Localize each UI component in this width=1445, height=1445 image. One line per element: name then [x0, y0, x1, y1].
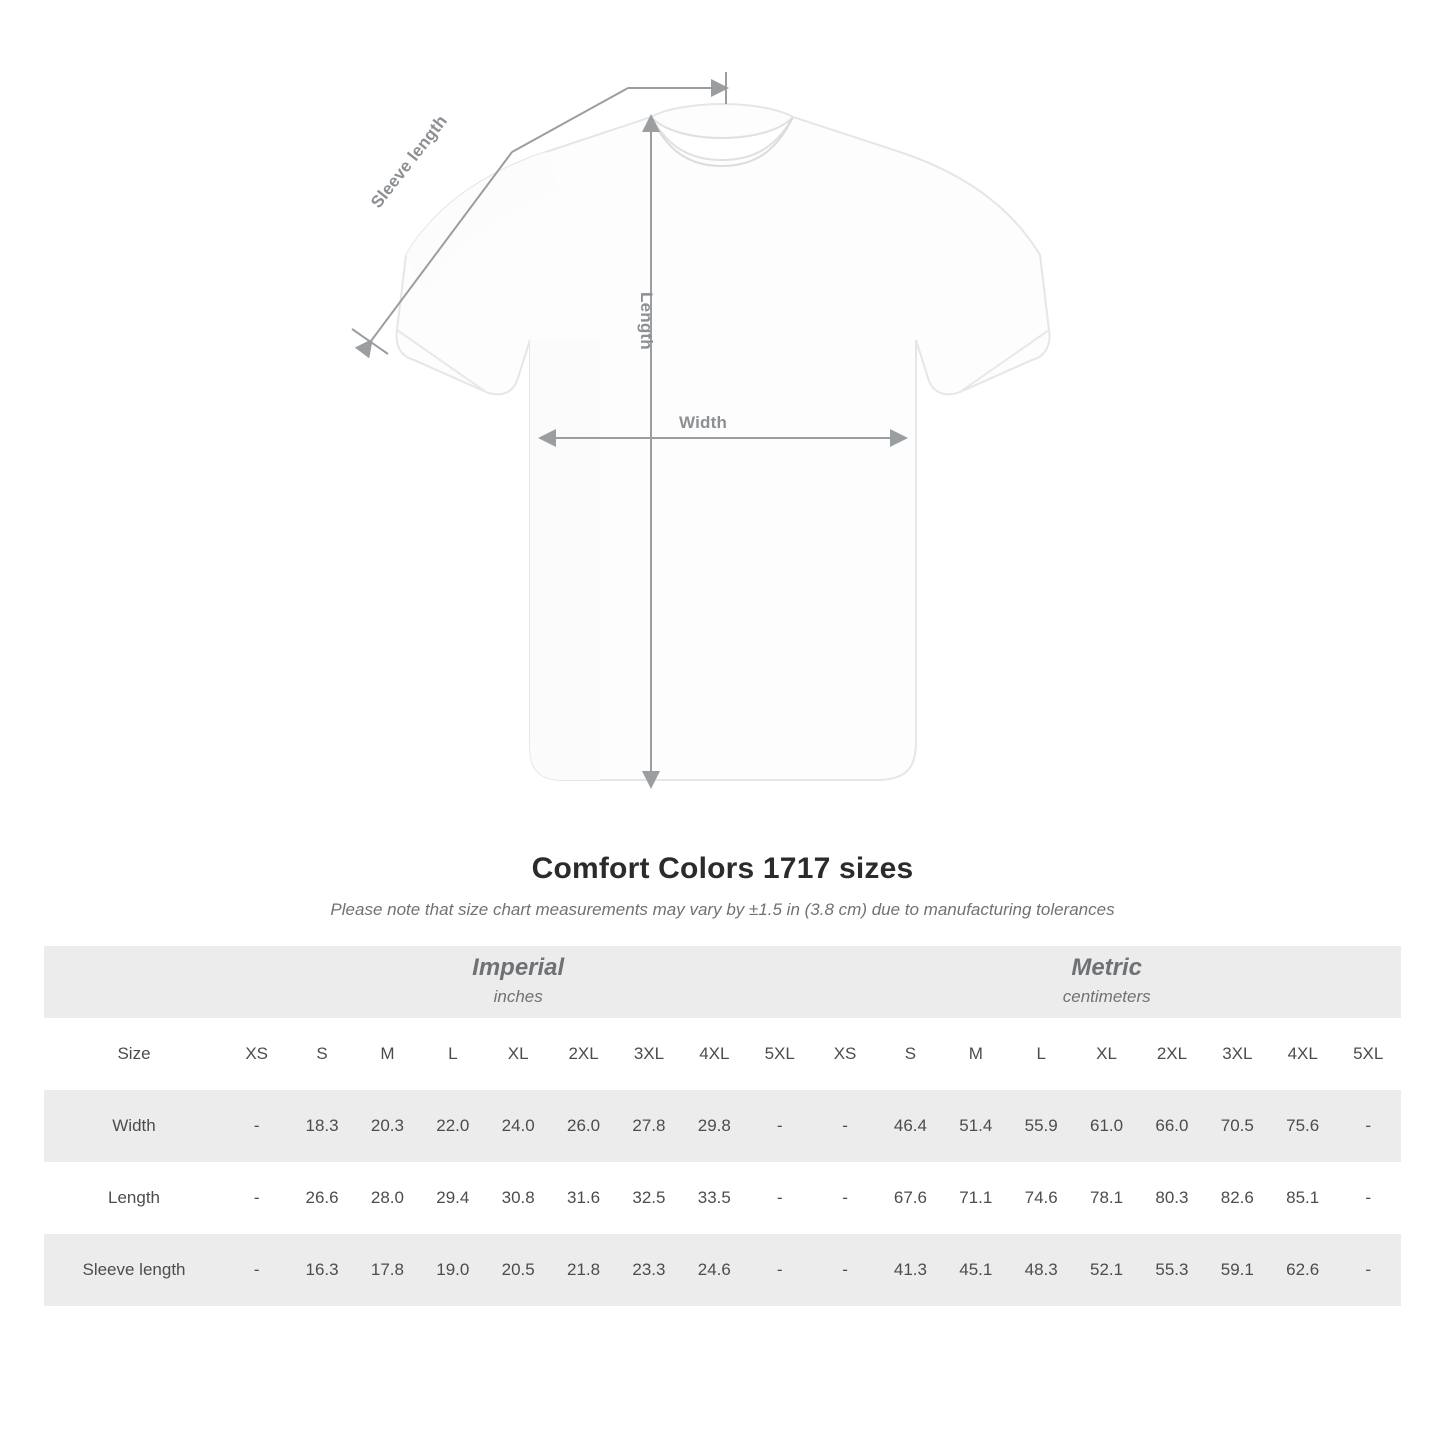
cell: 41.3: [878, 1234, 943, 1306]
size-col-metric-2xl: 2XL: [1139, 1018, 1204, 1090]
cell: 20.5: [486, 1234, 551, 1306]
cell: 31.6: [551, 1162, 616, 1234]
size-col-metric-5xl: 5XL: [1335, 1018, 1401, 1090]
cell: 75.6: [1270, 1090, 1335, 1162]
unit-group-imperial-sub: inches: [493, 987, 543, 1007]
size-col-imperial-5xl: 5XL: [747, 1018, 812, 1090]
cell: 80.3: [1139, 1162, 1204, 1234]
cell: 27.8: [616, 1090, 681, 1162]
cell: -: [747, 1234, 812, 1306]
cell: 82.6: [1205, 1162, 1270, 1234]
cell: 48.3: [1009, 1234, 1074, 1306]
cell: -: [812, 1162, 877, 1234]
size-col-imperial-3xl: 3XL: [616, 1018, 681, 1090]
page-title: Comfort Colors 1717 sizes: [531, 852, 914, 885]
cell: 19.0: [420, 1234, 485, 1306]
cell: 55.9: [1009, 1090, 1074, 1162]
cell: -: [1335, 1090, 1401, 1162]
size-col-metric-l: L: [1009, 1018, 1074, 1090]
size-col-metric-xs: XS: [812, 1018, 877, 1090]
row-label-sleeve-length: Sleeve length: [44, 1234, 224, 1306]
cell: 24.6: [682, 1234, 747, 1306]
unit-group-metric: [812, 946, 1401, 1018]
cell: -: [747, 1162, 812, 1234]
size-col-metric-4xl: 4XL: [1270, 1018, 1335, 1090]
unit-group-imperial-name: Imperial: [472, 954, 565, 982]
cell: -: [812, 1090, 877, 1162]
cell: -: [1335, 1234, 1401, 1306]
table-row: [44, 1090, 1401, 1162]
cell: 78.1: [1074, 1162, 1139, 1234]
cell: 67.6: [878, 1162, 943, 1234]
cell: 16.3: [289, 1234, 354, 1306]
tolerance-note: Please note that size chart measurements may vary by ±1.5 in (3.8 cm) due to manufacturing tolerances: [330, 900, 1115, 919]
size-col-metric-m: M: [943, 1018, 1008, 1090]
size-header-label: Size: [44, 1018, 224, 1090]
cell: 46.4: [878, 1090, 943, 1162]
cell: 45.1: [943, 1234, 1008, 1306]
size-col-metric-xl: XL: [1074, 1018, 1139, 1090]
cell: 17.8: [355, 1234, 420, 1306]
size-col-imperial-4xl: 4XL: [682, 1018, 747, 1090]
cell: 32.5: [616, 1162, 681, 1234]
size-table: [44, 946, 1401, 1306]
cell: -: [1335, 1162, 1401, 1234]
cell: 74.6: [1009, 1162, 1074, 1234]
cell: -: [224, 1162, 289, 1234]
size-col-imperial-s: S: [289, 1018, 354, 1090]
cell: 52.1: [1074, 1234, 1139, 1306]
cell: 28.0: [355, 1162, 420, 1234]
cell: 21.8: [551, 1234, 616, 1306]
cell: 18.3: [289, 1090, 354, 1162]
size-table-container: [0, 946, 1445, 1306]
table-row: [44, 1234, 1401, 1306]
cell: 23.3: [616, 1234, 681, 1306]
table-row: [44, 1162, 1401, 1234]
cell: 59.1: [1205, 1234, 1270, 1306]
length-label: Length: [637, 292, 656, 350]
sleeve-length-label: Sleeve length: [367, 111, 452, 212]
tshirt-shape: [397, 104, 1050, 780]
cell: -: [224, 1234, 289, 1306]
cell: 62.6: [1270, 1234, 1335, 1306]
cell: 71.1: [943, 1162, 1008, 1234]
unit-group-metric-name: Metric: [1071, 954, 1143, 982]
cell: 26.6: [289, 1162, 354, 1234]
unit-group-metric-sub: centimeters: [1062, 987, 1151, 1007]
unit-group-imperial: [224, 946, 812, 1018]
row-label-length: Length: [44, 1162, 224, 1234]
size-col-imperial-xs: XS: [224, 1018, 289, 1090]
cell: 26.0: [551, 1090, 616, 1162]
cell: 33.5: [682, 1162, 747, 1234]
cell: 55.3: [1139, 1234, 1204, 1306]
size-col-metric-3xl: 3XL: [1205, 1018, 1270, 1090]
unit-header-row: [44, 946, 1401, 1018]
width-label: Width: [679, 413, 728, 432]
size-header-row: [44, 1018, 1401, 1090]
cell: -: [812, 1234, 877, 1306]
cell: 20.3: [355, 1090, 420, 1162]
cell: -: [747, 1090, 812, 1162]
title-block: [0, 852, 1445, 920]
cell: -: [224, 1090, 289, 1162]
cell: 85.1: [1270, 1162, 1335, 1234]
cell: 29.8: [682, 1090, 747, 1162]
cell: 51.4: [943, 1090, 1008, 1162]
cell: 61.0: [1074, 1090, 1139, 1162]
cell: 66.0: [1139, 1090, 1204, 1162]
cell: 22.0: [420, 1090, 485, 1162]
cell: 70.5: [1205, 1090, 1270, 1162]
cell: 30.8: [486, 1162, 551, 1234]
size-col-imperial-2xl: 2XL: [551, 1018, 616, 1090]
size-col-imperial-m: M: [355, 1018, 420, 1090]
cell: 24.0: [486, 1090, 551, 1162]
cell: 29.4: [420, 1162, 485, 1234]
size-col-metric-s: S: [878, 1018, 943, 1090]
size-col-imperial-xl: XL: [486, 1018, 551, 1090]
size-col-imperial-l: L: [420, 1018, 485, 1090]
row-label-width: Width: [44, 1090, 224, 1162]
unit-header-spacer: [44, 946, 224, 1018]
